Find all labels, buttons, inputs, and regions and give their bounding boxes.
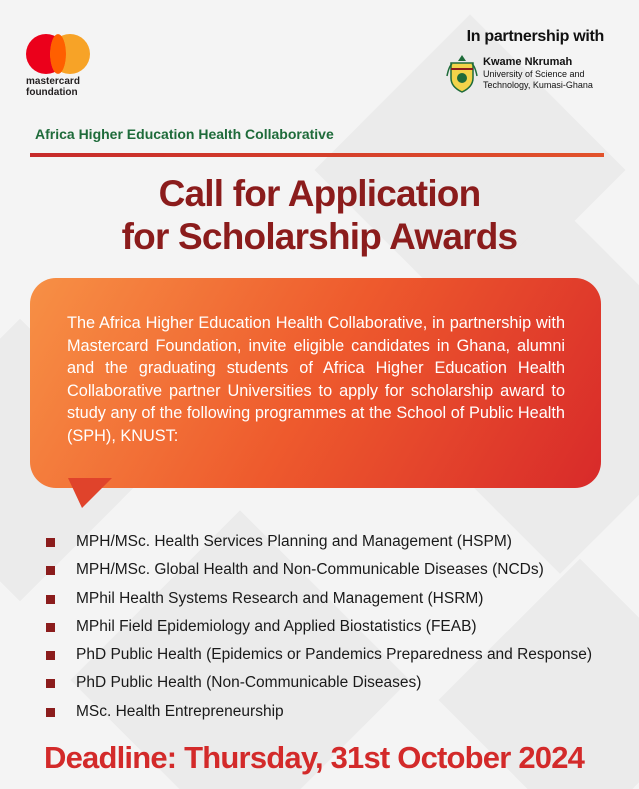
bullet-square-icon <box>46 566 55 575</box>
program-label: PhD Public Health (Non-Communicable Diseases) <box>76 674 422 692</box>
description-bubble <box>30 278 601 488</box>
mastercard-logo-icon <box>26 34 90 74</box>
collaborative-title: Africa Higher Education Health Collaborative <box>35 126 334 142</box>
program-item <box>46 702 626 730</box>
program-item <box>46 532 626 560</box>
program-item <box>46 673 626 701</box>
program-label: MPhil Field Epidemiology and Applied Biostatistics (FEAB) <box>76 617 477 635</box>
bullet-square-icon <box>46 651 55 660</box>
bullet-square-icon <box>46 595 55 604</box>
program-label: MPhil Health Systems Research and Management (HSRM) <box>76 589 484 607</box>
bullet-square-icon <box>46 679 55 688</box>
program-item <box>46 645 626 673</box>
bullet-square-icon <box>46 708 55 717</box>
mastercard-logo-text: mastercard foundation <box>26 76 80 98</box>
deadline-text: Deadline: Thursday, 31st October 2024 <box>44 740 585 775</box>
bubble-tail <box>68 478 112 508</box>
program-item <box>46 617 626 645</box>
program-label: PhD Public Health (Epidemics or Pandemics Preparedness and Response) <box>76 646 593 664</box>
program-label: MSc. Health Entrepreneurship <box>76 702 284 720</box>
page-title: Call for Application for Scholarship Awards <box>121 173 518 257</box>
program-label: MPH/MSc. Health Services Planning and Management (HSPM) <box>76 533 512 550</box>
header-divider <box>30 153 604 157</box>
header <box>0 0 639 142</box>
bullet-square-icon <box>46 538 55 547</box>
partner-title: In partnership with <box>466 28 604 45</box>
knust-crest-icon <box>446 52 478 94</box>
program-label: MPH/MSc. Global Health and Non-Communicable Diseases (NCDs) <box>76 561 544 579</box>
program-item <box>46 560 626 588</box>
description-text: The Africa Higher Education Health Collaborative, in partnership with Mastercard Foundation, invite eligible candidates in Ghana, alumni and the graduating students of Africa Higher Education Health Collaborative partner Universities to apply for scholarship award to study any of the following programmes at the School of Public Health (SPH), KNUST: <box>67 314 565 445</box>
knust-logo-text: Kwame Nkrumah University of Science and Technology, Kumasi-Ghana <box>483 56 593 90</box>
bullet-square-icon <box>46 623 55 632</box>
program-list <box>46 532 626 730</box>
program-item <box>46 589 626 617</box>
